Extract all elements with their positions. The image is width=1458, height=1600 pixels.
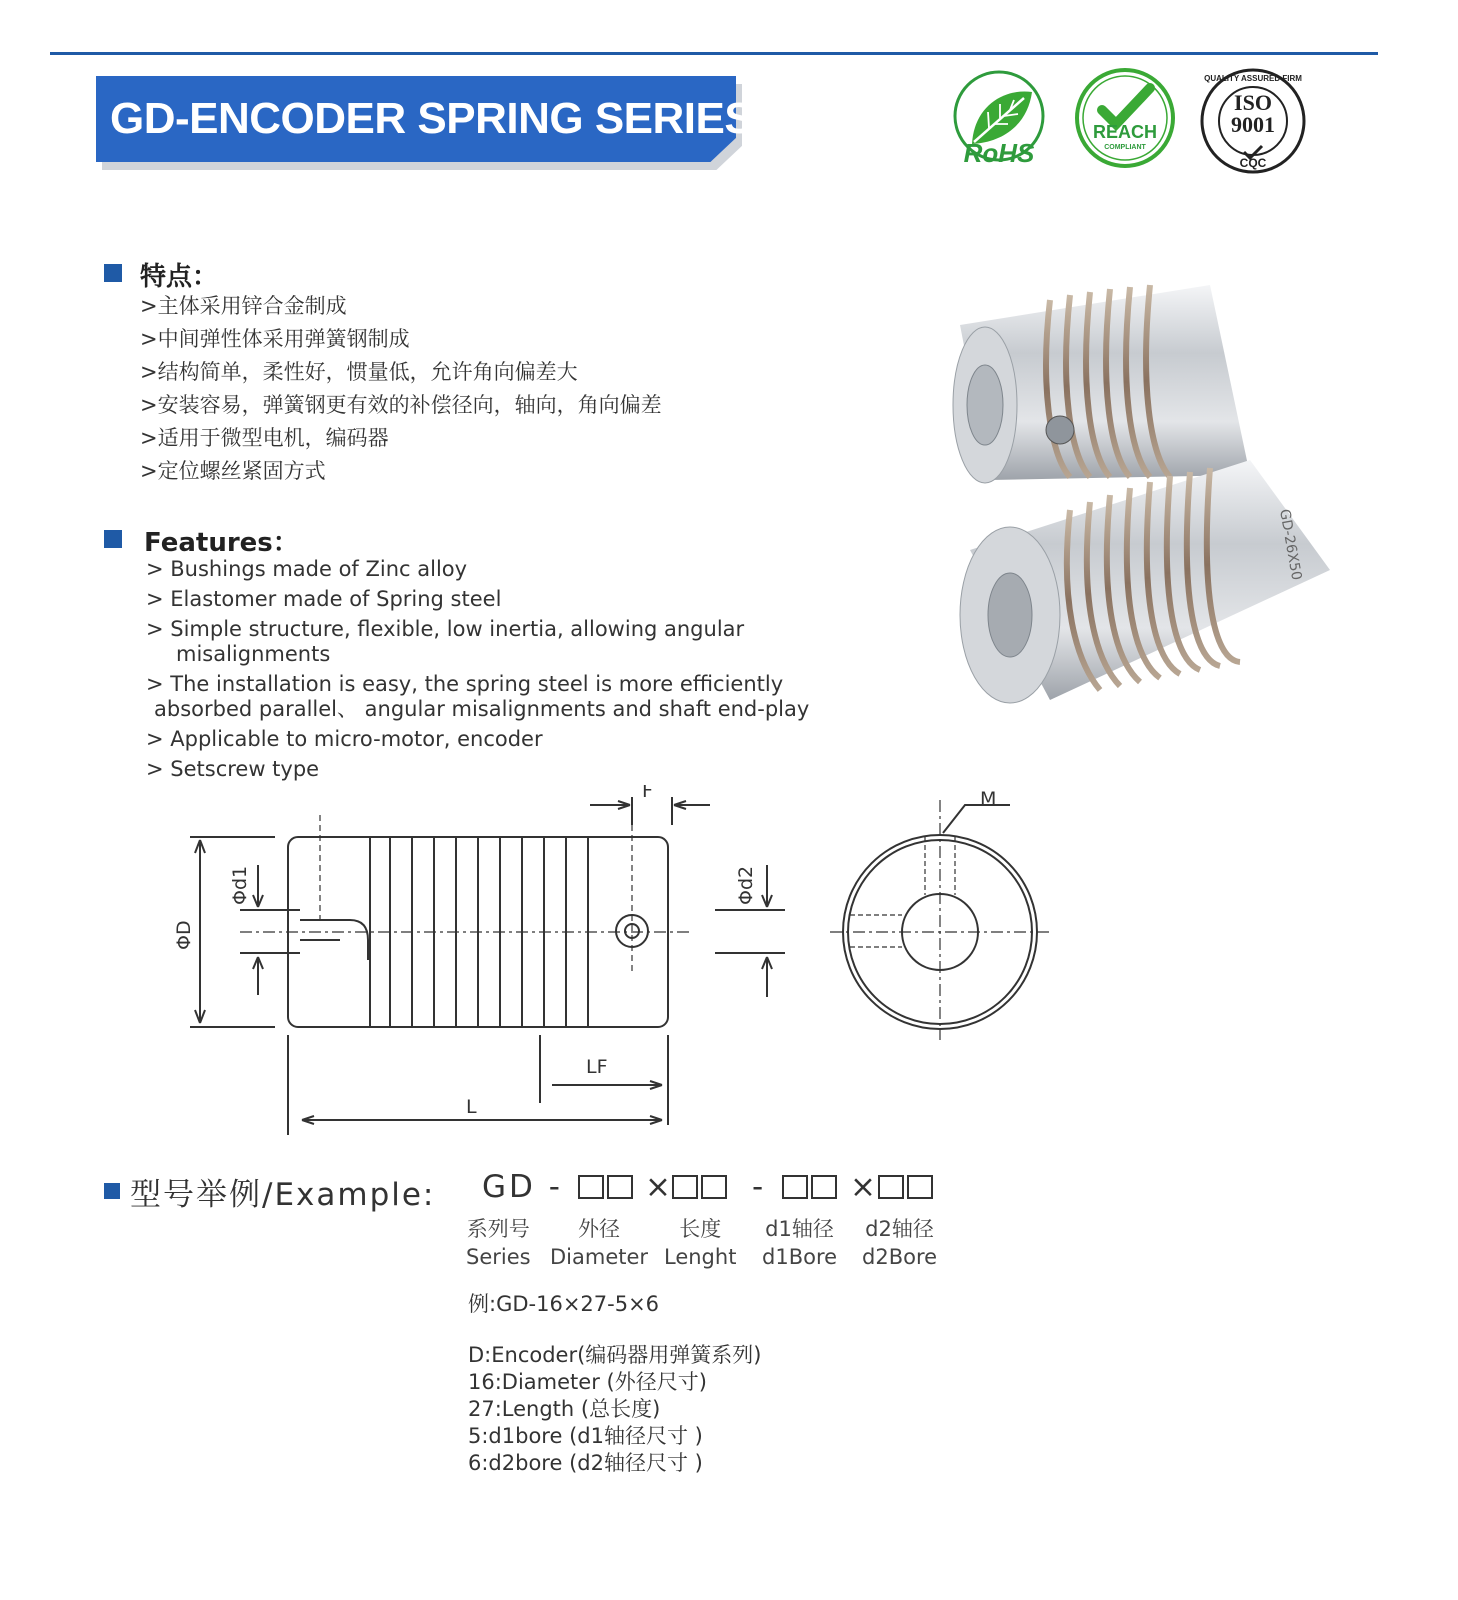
legend-cn: 系列号 bbox=[466, 1217, 530, 1241]
dim-label-LF: LF bbox=[586, 1056, 608, 1078]
list-item: 5:d1bore (d1轴径尺寸 ) bbox=[468, 1424, 703, 1448]
list-item: >主体采用锌合金制成 bbox=[140, 294, 347, 318]
list-item bbox=[146, 757, 886, 782]
list-item: >安装容易，弹簧钢更有效的补偿径向，轴向，角向偏差 bbox=[140, 393, 662, 417]
features-cn-title: 特点： bbox=[140, 262, 219, 292]
legend-d1 bbox=[762, 1215, 837, 1271]
legend-en: Series bbox=[466, 1245, 531, 1269]
placeholder-box-pair bbox=[672, 1169, 730, 1205]
coupling-large bbox=[960, 460, 1330, 703]
list-item: >中间弹性体采用弹簧钢制成 bbox=[140, 327, 410, 351]
list-item: >结构简单，柔性好，惯量低，允许角向偏差大 bbox=[140, 360, 578, 384]
top-divider bbox=[50, 52, 1378, 55]
reach-check-icon bbox=[1070, 66, 1180, 176]
features-en-list bbox=[146, 557, 886, 787]
dim-label-F: F bbox=[642, 785, 653, 802]
list-item bbox=[146, 672, 886, 722]
legend-cn: 外径 bbox=[578, 1217, 621, 1241]
page-title: GD-ENCODER SPRING SERIES bbox=[110, 94, 754, 143]
list-item bbox=[146, 557, 886, 582]
list-item bbox=[146, 617, 886, 667]
list-item: 6:d2bore (d2轴径尺寸 ) bbox=[468, 1451, 703, 1475]
legend-series bbox=[466, 1215, 531, 1271]
legend-length bbox=[664, 1215, 736, 1271]
list-item-text: > Elastomer made of Spring steel bbox=[146, 587, 502, 611]
dimension-drawing bbox=[150, 785, 1080, 1145]
list-item: >定位螺丝紧固方式 bbox=[140, 459, 326, 483]
rohs-label: RoHS bbox=[963, 138, 1035, 168]
list-item-text: > Applicable to micro-motor, encoder bbox=[146, 727, 543, 751]
legend-en: d2Bore bbox=[862, 1245, 938, 1269]
product-photo bbox=[880, 230, 1370, 730]
features-cn-list bbox=[140, 290, 662, 488]
section-bullet bbox=[104, 264, 122, 282]
iso-badge bbox=[1198, 66, 1308, 176]
list-item: 27:Length (总长度) bbox=[468, 1397, 661, 1421]
coupling-illustration bbox=[880, 230, 1370, 730]
section-bullet bbox=[104, 1183, 120, 1199]
list-item-text: absorbed parallel、 angular misalignments and shaft end-play bbox=[154, 697, 810, 721]
dim-label-L: L bbox=[466, 1096, 477, 1118]
coupling-small bbox=[953, 285, 1250, 483]
list-item: D:Encoder(编码器用弹簧系列) bbox=[468, 1343, 762, 1367]
legend-en: Lenght bbox=[664, 1245, 737, 1269]
example-sample: 例:GD-16×27-5×6 bbox=[468, 1292, 660, 1316]
legend-cn: d2轴径 bbox=[865, 1217, 934, 1241]
list-item-text: > Setscrew type bbox=[146, 757, 320, 781]
rohs-badge bbox=[944, 66, 1054, 176]
features-en-title: Features： bbox=[144, 528, 299, 558]
list-item bbox=[146, 727, 886, 752]
dim-label-M: M bbox=[980, 788, 997, 810]
dim-label-D: ΦD bbox=[173, 920, 195, 950]
placeholder-box-pair bbox=[578, 1169, 636, 1205]
example-times: × bbox=[645, 1169, 674, 1205]
list-item: >适用于微型电机，编码器 bbox=[140, 426, 389, 450]
legend-d2 bbox=[862, 1215, 937, 1271]
iso-label: ISO bbox=[1234, 90, 1272, 115]
example-prefix: GD - bbox=[482, 1169, 563, 1205]
list-item-text: > Bushings made of Zinc alloy bbox=[146, 557, 468, 581]
technical-drawing bbox=[150, 785, 1080, 1145]
dim-label-d1: Φd1 bbox=[229, 865, 251, 905]
legend-en: Diameter bbox=[550, 1245, 649, 1269]
list-item-text: misalignments bbox=[176, 642, 331, 666]
list-item-text: > Simple structure, flexible, low inertia, allowing angular bbox=[146, 617, 745, 641]
list-item-text: > The installation is easy, the spring steel is more efficiently bbox=[146, 672, 784, 696]
engraving-text: GD-26X50 bbox=[1276, 507, 1305, 582]
legend-cn: d1轴径 bbox=[765, 1217, 834, 1241]
iso-number: 9001 bbox=[1231, 112, 1275, 137]
list-item bbox=[146, 587, 886, 612]
example-label: 型号举例/Example: bbox=[130, 1177, 436, 1213]
legend-en: d1Bore bbox=[762, 1245, 838, 1269]
reach-sub-label: COMPLIANT bbox=[1104, 144, 1146, 151]
iso-ring-text: QUALITY ASSURED FIRM bbox=[1204, 74, 1302, 83]
list-item: 16:Diameter (外径尺寸) bbox=[468, 1370, 707, 1394]
example-times: × bbox=[850, 1169, 879, 1205]
example-dash: - bbox=[752, 1169, 767, 1205]
legend-cn: 长度 bbox=[679, 1217, 722, 1241]
section-bullet bbox=[104, 530, 122, 548]
reach-badge bbox=[1070, 66, 1180, 176]
placeholder-box-pair bbox=[782, 1169, 840, 1205]
placeholder-box-pair bbox=[878, 1169, 936, 1205]
legend-diameter bbox=[550, 1215, 648, 1271]
cqc-label: CQC bbox=[1239, 156, 1267, 170]
dim-label-d2: Φd2 bbox=[735, 865, 757, 905]
code-notes bbox=[468, 1342, 762, 1477]
reach-label: REACH bbox=[1092, 122, 1157, 142]
title-banner bbox=[96, 76, 756, 176]
